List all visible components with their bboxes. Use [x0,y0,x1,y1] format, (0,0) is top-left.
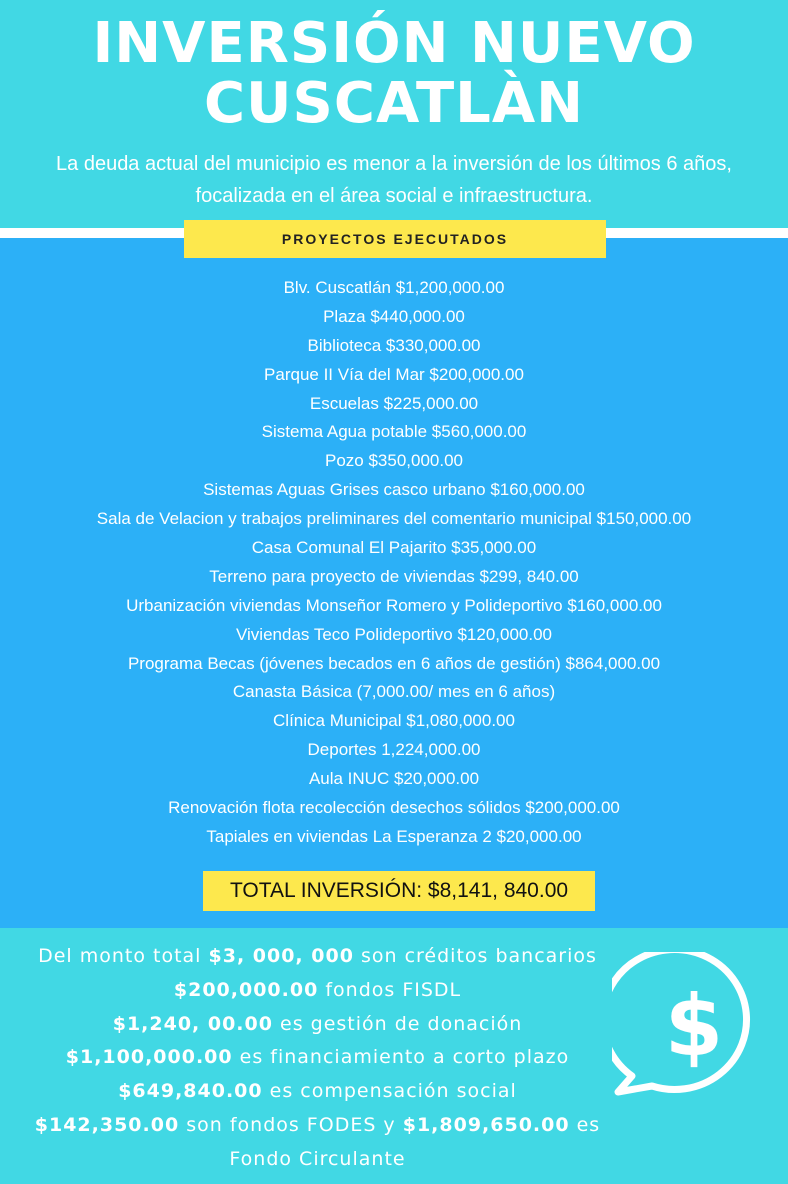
funding-line [0,1143,635,1177]
page-subtitle: La deuda actual del municipio es menor a la inversión de los últimos 6 años, focalizada en el área social e infraestructura. [56,153,732,207]
dollar-chat-bubble-icon [612,952,776,1102]
project-item: Aula INUC $20,000.00 [308,769,480,789]
page-title-line1: INVERSIÓN NUEVO [92,11,696,76]
funding-line [0,974,635,1008]
dollar-glyph: $ [664,977,724,1075]
project-item: Parque II Vía del Mar $200,000.00 [264,364,524,384]
project-item: Viviendas Teco Polideportivo $120,000.00 [236,624,552,644]
project-item: Programa Becas (jóvenes becados en 6 años de gestión) $864,000.00 [127,653,661,673]
funding-text: son fondos FODES y [179,1113,403,1136]
project-item: Casa Comunal El Pajarito $35,000.00 [251,538,537,558]
funding-text: fondos FISDL [318,978,462,1001]
project-item: Terreno para proyecto de viviendas $299, 840.00 [209,566,579,586]
project-item: Urbanización viviendas Monseñor Romero y Polideportivo $160,000.00 [126,595,662,615]
funding-text: son créditos bancarios [353,945,597,967]
funding-amount: $1,809,650.00 [402,1113,570,1136]
funding-line [0,1008,635,1042]
funding-amount: $1,100,000.00 [65,1046,233,1069]
project-item: Escuelas $225,000.00 [309,393,479,413]
project-item: Renovación flota recolección desechos sólidos $200,000.00 [168,798,620,818]
header-section [0,0,788,228]
project-item: Clínica Municipal $1,080,000.00 [273,711,515,731]
funding-text: es [569,1113,601,1136]
total-investment: TOTAL INVERSIÓN: $8,141, 840.00 [203,871,595,911]
page-title-line2: CUSCATLÀN [203,71,585,136]
project-item: Tapiales en viviendas La Esperanza 2 $20,000.00 [206,826,582,846]
funding-amount: $3, 000, 000 [208,945,354,967]
funding-amount: $142,350.00 [34,1113,180,1136]
page-title [0,11,788,136]
project-item: Canasta Básica (7,000.00/ mes en 6 años) [232,682,556,702]
project-item: Blv. Cuscatlán $1,200,000.00 [283,278,505,297]
funding-text: es financiamiento a corto plazo [232,1046,570,1069]
funding-amount: $1,240, 00.00 [112,1012,273,1035]
project-item: Sala de Velacion y trabajos preliminares del comentario municipal $150,000.00 [96,509,692,529]
projects-list [0,274,788,852]
project-item: Sistema Agua potable $560,000.00 [261,422,527,442]
project-item: Pozo $350,000.00 [324,451,463,471]
funding-text: es compensación social [262,1080,517,1103]
funding-amount: $649,840.00 [118,1080,263,1103]
funding-text: Del monto total [38,945,209,967]
projects-heading: PROYECTOS EJECUTADOS [184,220,606,258]
funding-text: es gestión de donación [272,1012,523,1035]
project-item: Deportes 1,224,000.00 [307,740,481,760]
funding-line [0,1109,635,1143]
project-item: Plaza $440,000.00 [323,306,465,326]
funding-line [0,1041,635,1075]
funding-amount: $200,000.00 [173,978,319,1001]
project-item: Sistemas Aguas Grises casco urbano $160,000.00 [203,480,585,500]
funding-line [0,1075,635,1109]
funding-breakdown [0,940,635,1177]
project-item: Biblioteca $330,000.00 [307,335,481,355]
funding-text: Fondo Circulante [229,1147,406,1170]
funding-line [0,940,635,974]
